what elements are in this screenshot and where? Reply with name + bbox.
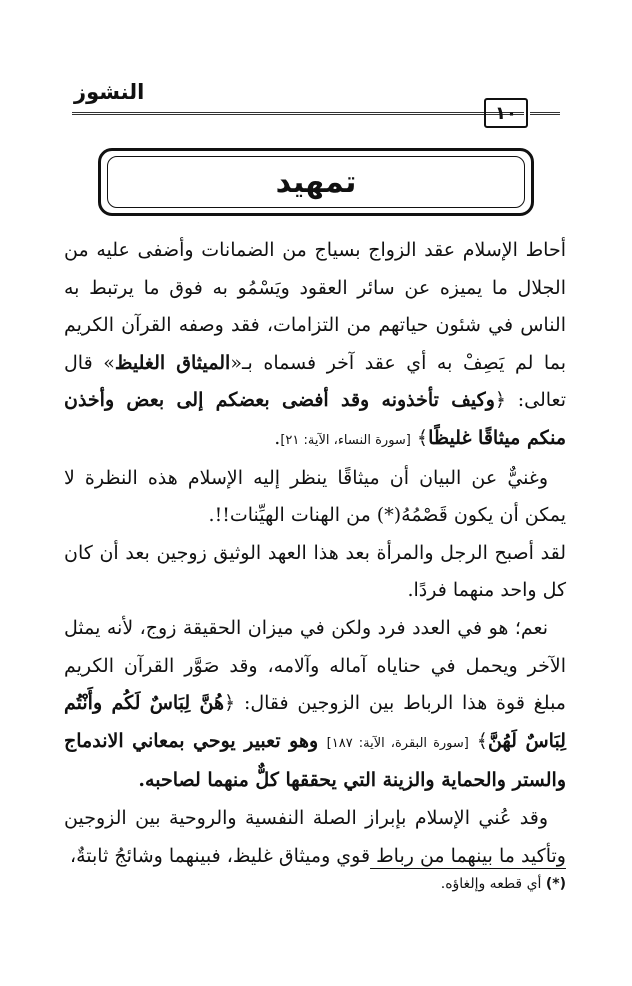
header-rule-tail: [530, 112, 560, 115]
running-title: النشوز: [74, 80, 145, 104]
section-title-frame: [98, 148, 534, 216]
p4-quran-verse: هُنَّ لِبَاسٌ لَكُم وأَنْتُم لِبَاسٌ لَهُنَّ: [64, 692, 566, 752]
p1-end: .: [274, 426, 281, 449]
header-rule: [72, 112, 524, 115]
footnote-rule: [370, 868, 566, 869]
p4-bold-tail: وهو تعبير يوحي بمعاني الاندماج والستر والحماية والزينة التي يحققها كلٌّ منهما لصاحبه.: [64, 729, 566, 792]
p1-verse-reference: [سورة النساء، الآية: ٢١]: [280, 432, 411, 448]
footnote-text: أي قطعه وإلغاؤه.: [440, 876, 542, 892]
p1-text: أحاط الإسلام عقد الزواج بسياج من الضمانات وأضفى عليه من الجلال ما يميزه عن سائر العقود ويَسْمُو به فوق ما يرتبط به الناس في شئون حياتهم من التزامات، فقد وصفه القرآن الكريم بما لم يَصِفْ به أي عقد آخر فسماه بـ«: [64, 239, 566, 374]
footnote-marker: (*): [545, 876, 566, 892]
p1-text-2: » قال تعالى: ﴿: [64, 351, 566, 412]
page-number-value: ١٠: [495, 102, 517, 124]
p4-text: نعم؛ هو في العدد فرد ولكن في ميزان الحقيقة زوج، لأنه يمثل الآخر ويحمل في حناياه آماله وآلامه، وقد صَوَّر القرآن الكريم مبلغ قوة هذا الرباط بين الزوجين فقال: ﴿: [64, 616, 566, 715]
p4-text-2: ﴾: [468, 729, 488, 752]
p1-bold-term: الميثاق الغليظ: [114, 351, 231, 374]
paragraph-5: وقد عُني الإسلام بإبراز الصلة النفسية والروحية بين الزوجين وتأكيد ما بينهما من رباط قوي وميثاق غليظ، فبينهما وشائجُ ثابتةٌ،: [64, 806, 566, 867]
p1-quran-verse: وكيف تأخذونه وقد أفضى بعضكم إلى بعض وأخذن منكم ميثاقًا غليظًا: [64, 389, 566, 449]
paragraph-2: وغنيٌّ عن البيان أن ميثاقًا ينظر إليه الإسلام هذه النظرة لا يمكن أن يكون قَصْمُهُ(*) من الهنات الهيِّنات!!.: [64, 466, 566, 527]
body-text: [64, 232, 566, 875]
section-title: تمهيد: [275, 164, 357, 200]
page-number: [484, 98, 528, 128]
paragraph-1: [64, 232, 566, 460]
paragraph-3: لقد أصبح الرجل والمرأة بعد هذا العهد الوثيق زوجين بعد أن كان كل واحد منهما فردًا.: [64, 541, 566, 602]
p1-text-3: ﴾: [410, 426, 429, 449]
p4-verse-reference: [سورة البقرة، الآية: ١٨٧]: [326, 735, 469, 751]
paragraph-4: [64, 610, 566, 800]
footnote: [230, 876, 566, 892]
